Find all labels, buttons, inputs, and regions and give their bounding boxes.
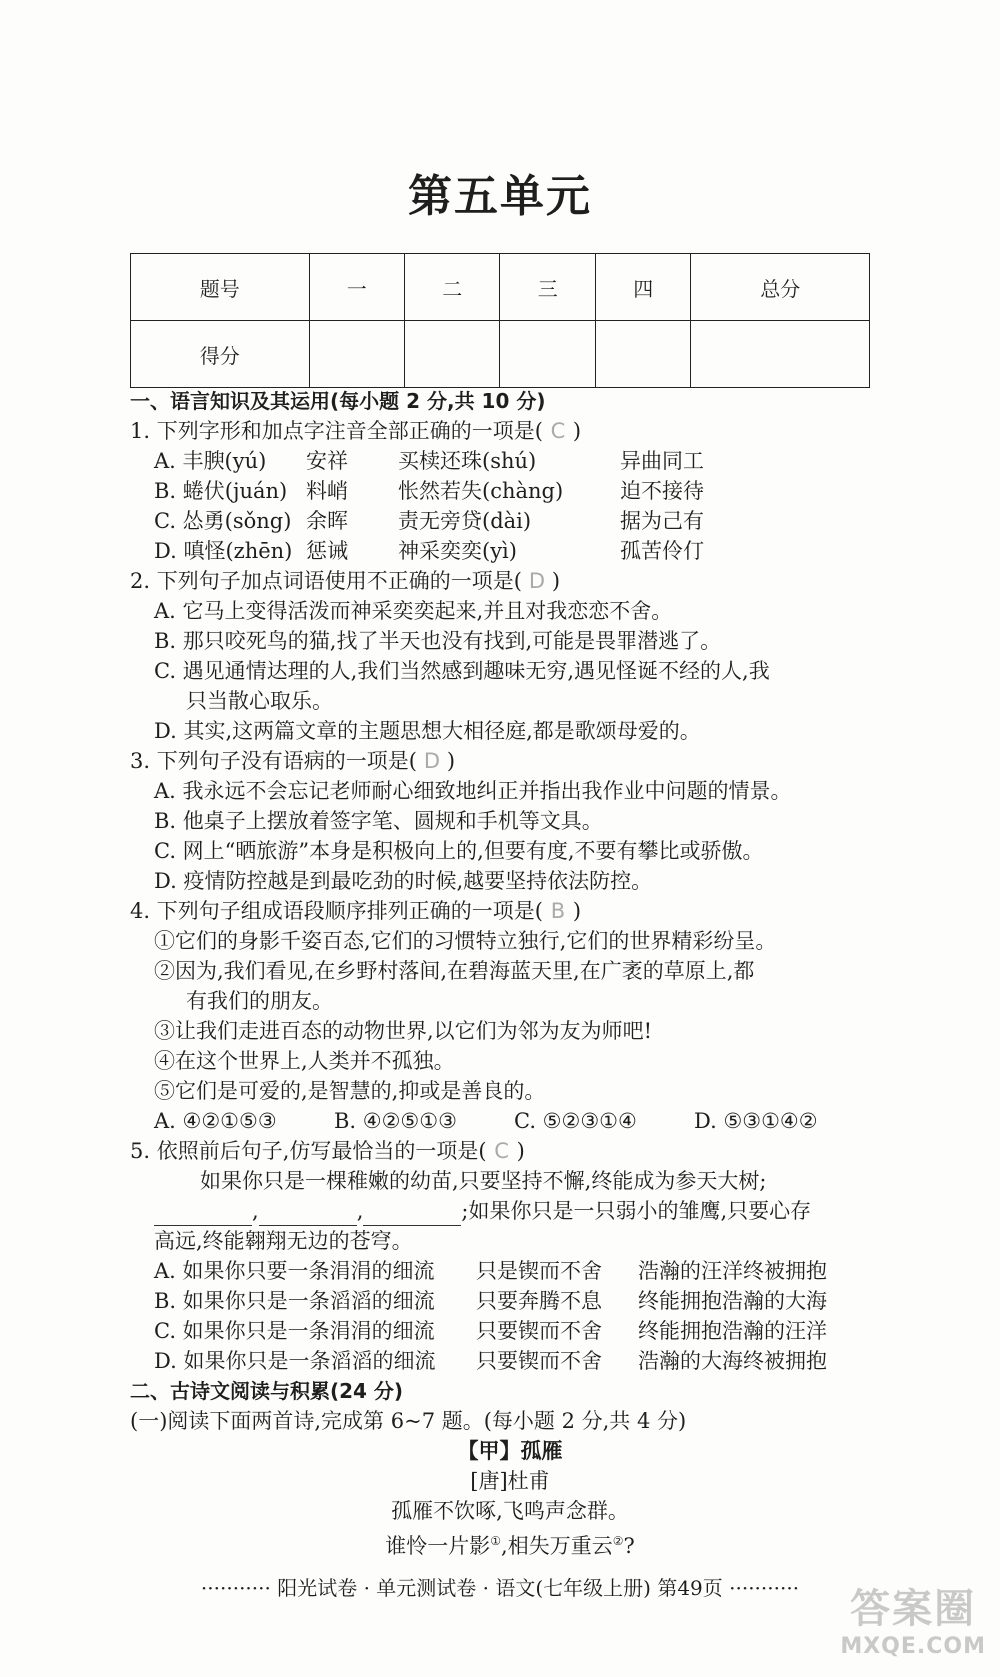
footnote-mark: ② — [612, 1534, 624, 1548]
exam-content — [130, 386, 890, 1556]
section-heading: 二、古诗文阅读与积累(24 分) — [130, 1379, 404, 1403]
poem-title: 【甲】孤雁 — [457, 1439, 563, 1463]
sentence-line: ①它们的身影千姿百态,它们的习惯特立独行,它们的世界精彩纷呈。 — [154, 929, 777, 953]
page-footer: ··········· 阳光试卷 · 单元测试卷 · 语文(七年级上册) 第49页 ··········· — [200, 1576, 800, 1600]
option-cell: C. 如果你只是一条涓涓的细流 — [154, 1319, 435, 1343]
option-cell: 终能拥抱浩瀚的汪洋 — [638, 1319, 827, 1343]
score-cell — [309, 321, 404, 388]
poem-text: 谁怜一片影 — [385, 1534, 491, 1558]
option-cell: A. 丰腴(yú) — [154, 449, 267, 473]
poem-text: ? — [623, 1534, 635, 1558]
paren-close: ) — [551, 569, 561, 593]
poem-line — [130, 1526, 890, 1556]
watermark-logo — [840, 1577, 986, 1659]
option-cell: 据为己有 — [620, 509, 704, 533]
score-cell — [691, 321, 870, 388]
watermark-seal: 答案圈 — [850, 1586, 977, 1632]
option-row — [130, 1346, 890, 1376]
question-5 — [130, 1136, 890, 1166]
question-stem: 2. 下列句子加点词语使用不正确的一项是( — [130, 569, 522, 593]
poem-line: 孤雁不饮啄,飞鸣声念群。 — [391, 1499, 629, 1523]
choice: A. ④②①⑤③ — [154, 1109, 277, 1133]
answer-mark: B — [550, 899, 566, 923]
option-line: A. 我永远不会忘记老师耐心细致地纠正并指出我作业中问题的情景。 — [154, 779, 792, 803]
sentence-line: 有我们的朋友。 — [186, 989, 333, 1013]
option-cell: 终能拥抱浩瀚的大海 — [638, 1289, 827, 1313]
footnote-mark: ① — [490, 1534, 502, 1548]
prompt-line: 如果你只是一棵稚嫩的幼苗,只要坚持不懈,终能成为参天大树; — [200, 1169, 767, 1193]
table-cell: 二 — [405, 254, 500, 321]
answer-mark: C — [550, 419, 566, 443]
option-line: A. 它马上变得活泼而神采奕奕起来,并且对我恋恋不舍。 — [154, 599, 673, 623]
score-table-score-row — [131, 321, 870, 388]
score-cell — [500, 321, 595, 388]
table-cell: 总分 — [691, 254, 870, 321]
score-table — [130, 253, 870, 388]
option-cell: 孤苦伶仃 — [620, 539, 704, 563]
section-heading: 一、语言知识及其运用(每小题 2 分,共 10 分) — [130, 389, 546, 413]
table-cell: 三 — [500, 254, 595, 321]
option-cell: 异曲同工 — [620, 449, 704, 473]
blank-line — [154, 1203, 252, 1226]
option-cell: 安祥 — [306, 449, 348, 473]
question-stem: 3. 下列句子没有语病的一项是( — [130, 749, 417, 773]
option-cell: 怅然若失(chàng) — [398, 479, 564, 503]
paren-close: ) — [516, 1139, 525, 1163]
option-cell: 只要奔腾不息 — [476, 1289, 602, 1313]
table-cell: 四 — [595, 254, 690, 321]
paren-close: ) — [572, 899, 582, 923]
poem-text: ,相失万重云 — [501, 1534, 613, 1558]
paren-close: ) — [572, 419, 582, 443]
blank-line — [363, 1203, 461, 1226]
table-cell: 题号 — [131, 254, 310, 321]
table-cell: 得分 — [131, 321, 310, 388]
option-row — [130, 476, 890, 506]
option-cell: 惩诫 — [306, 539, 348, 563]
score-cell — [405, 321, 500, 388]
option-line: B. 那只咬死鸟的猫,找了半天也没有找到,可能是畏罪潜逃了。 — [154, 629, 722, 653]
option-line: 只当散心取乐。 — [186, 689, 333, 713]
table-cell: 一 — [309, 254, 404, 321]
poem-author: [唐]杜甫 — [470, 1469, 550, 1493]
option-cell: C. 怂勇(sǒng) — [154, 509, 292, 533]
option-cell: B. 蜷伏(juán) — [154, 479, 288, 503]
option-cell: B. 如果你只是一条滔滔的细流 — [154, 1289, 435, 1313]
answer-mark: D — [528, 569, 545, 593]
option-row — [130, 1316, 890, 1346]
option-cell: 余晖 — [306, 509, 348, 533]
choice: D. ⑤③①④② — [694, 1109, 818, 1133]
option-line: D. 其实,这两篇文章的主题思想大相径庭,都是歌颂母爱的。 — [154, 719, 701, 743]
score-table-header-row — [131, 254, 870, 321]
question-4 — [130, 896, 890, 926]
choice: C. ⑤②③①④ — [514, 1109, 637, 1133]
prompt-line-blanks: , , ;如果你只是一只弱小的雏鹰,只要心存 — [130, 1196, 890, 1226]
answer-mark: C — [494, 1139, 509, 1163]
choices-row — [130, 1106, 890, 1136]
option-row — [130, 446, 890, 476]
paren-close: ) — [446, 749, 456, 773]
option-cell: 浩瀚的汪洋终被拥抱 — [638, 1259, 827, 1283]
question-3 — [130, 746, 890, 776]
question-stem: 1. 下列字形和加点字注音全部正确的一项是( — [130, 419, 543, 443]
sentence-line: ⑤它们是可爱的,是智慧的,抑或是善良的。 — [154, 1079, 546, 1103]
choice: B. ④②⑤①③ — [334, 1109, 457, 1133]
option-cell: 迫不接待 — [620, 479, 704, 503]
sentence-line: ②因为,我们看见,在乡野村落间,在碧海蓝天里,在广袤的草原上,都 — [154, 959, 755, 983]
prompt-tail: ;如果你只是一只弱小的雏鹰,只要心存 — [461, 1199, 812, 1223]
sentence-line: ③让我们走进百态的动物世界,以它们为邻为友为师吧! — [154, 1019, 653, 1043]
option-cell: 买椟还珠(shú) — [398, 449, 537, 473]
option-cell: A. 如果你只要一条涓涓的细流 — [154, 1259, 435, 1283]
option-cell: 浩瀚的大海终被拥抱 — [638, 1349, 827, 1373]
option-row — [130, 536, 890, 566]
option-cell: 只是锲而不舍 — [476, 1259, 602, 1283]
score-cell — [595, 321, 690, 388]
option-line: B. 他桌子上摆放着签字笔、圆规和手机等文具。 — [154, 809, 603, 833]
option-line: C. 网上“晒旅游”本身是积极向上的,但要有度,不要有攀比或骄傲。 — [154, 839, 764, 863]
question-2 — [130, 566, 890, 596]
answer-mark: D — [423, 749, 440, 773]
option-cell: D. 如果你只是一条滔滔的细流 — [154, 1349, 436, 1373]
option-row — [130, 506, 890, 536]
blank-line — [259, 1203, 357, 1226]
option-cell: 只要锲而不舍 — [476, 1349, 602, 1373]
question-stem: 4. 下列句子组成语段顺序排列正确的一项是( — [130, 899, 543, 923]
question-stem: 5. 依照前后句子,仿写最恰当的一项是( — [130, 1139, 487, 1163]
option-line: D. 疫情防控越是到最吃劲的时候,越要坚持依法防控。 — [154, 869, 653, 893]
watermark-url: MXQE.COM — [840, 1634, 986, 1659]
option-cell: 料峭 — [306, 479, 348, 503]
option-line: C. 遇见通情达理的人,我们当然感到趣味无穷,遇见怪诞不经的人,我 — [154, 659, 770, 683]
option-cell: 神采奕奕(yì) — [398, 539, 517, 563]
question-1 — [130, 416, 890, 446]
subsection-instruction: (一)阅读下面两首诗,完成第 6~7 题。(每小题 2 分,共 4 分) — [130, 1409, 687, 1433]
option-cell: D. 嗔怪(zhēn) — [154, 539, 293, 563]
prompt-line: 高远,终能翱翔无边的苍穹。 — [154, 1229, 413, 1253]
option-cell: 只要锲而不舍 — [476, 1319, 602, 1343]
page-title: 第五单元 — [408, 171, 592, 222]
option-row — [130, 1256, 890, 1286]
sentence-line: ④在这个世界上,人类并不孤独。 — [154, 1049, 455, 1073]
option-row — [130, 1286, 890, 1316]
option-cell: 责无旁贷(dài) — [398, 509, 532, 533]
